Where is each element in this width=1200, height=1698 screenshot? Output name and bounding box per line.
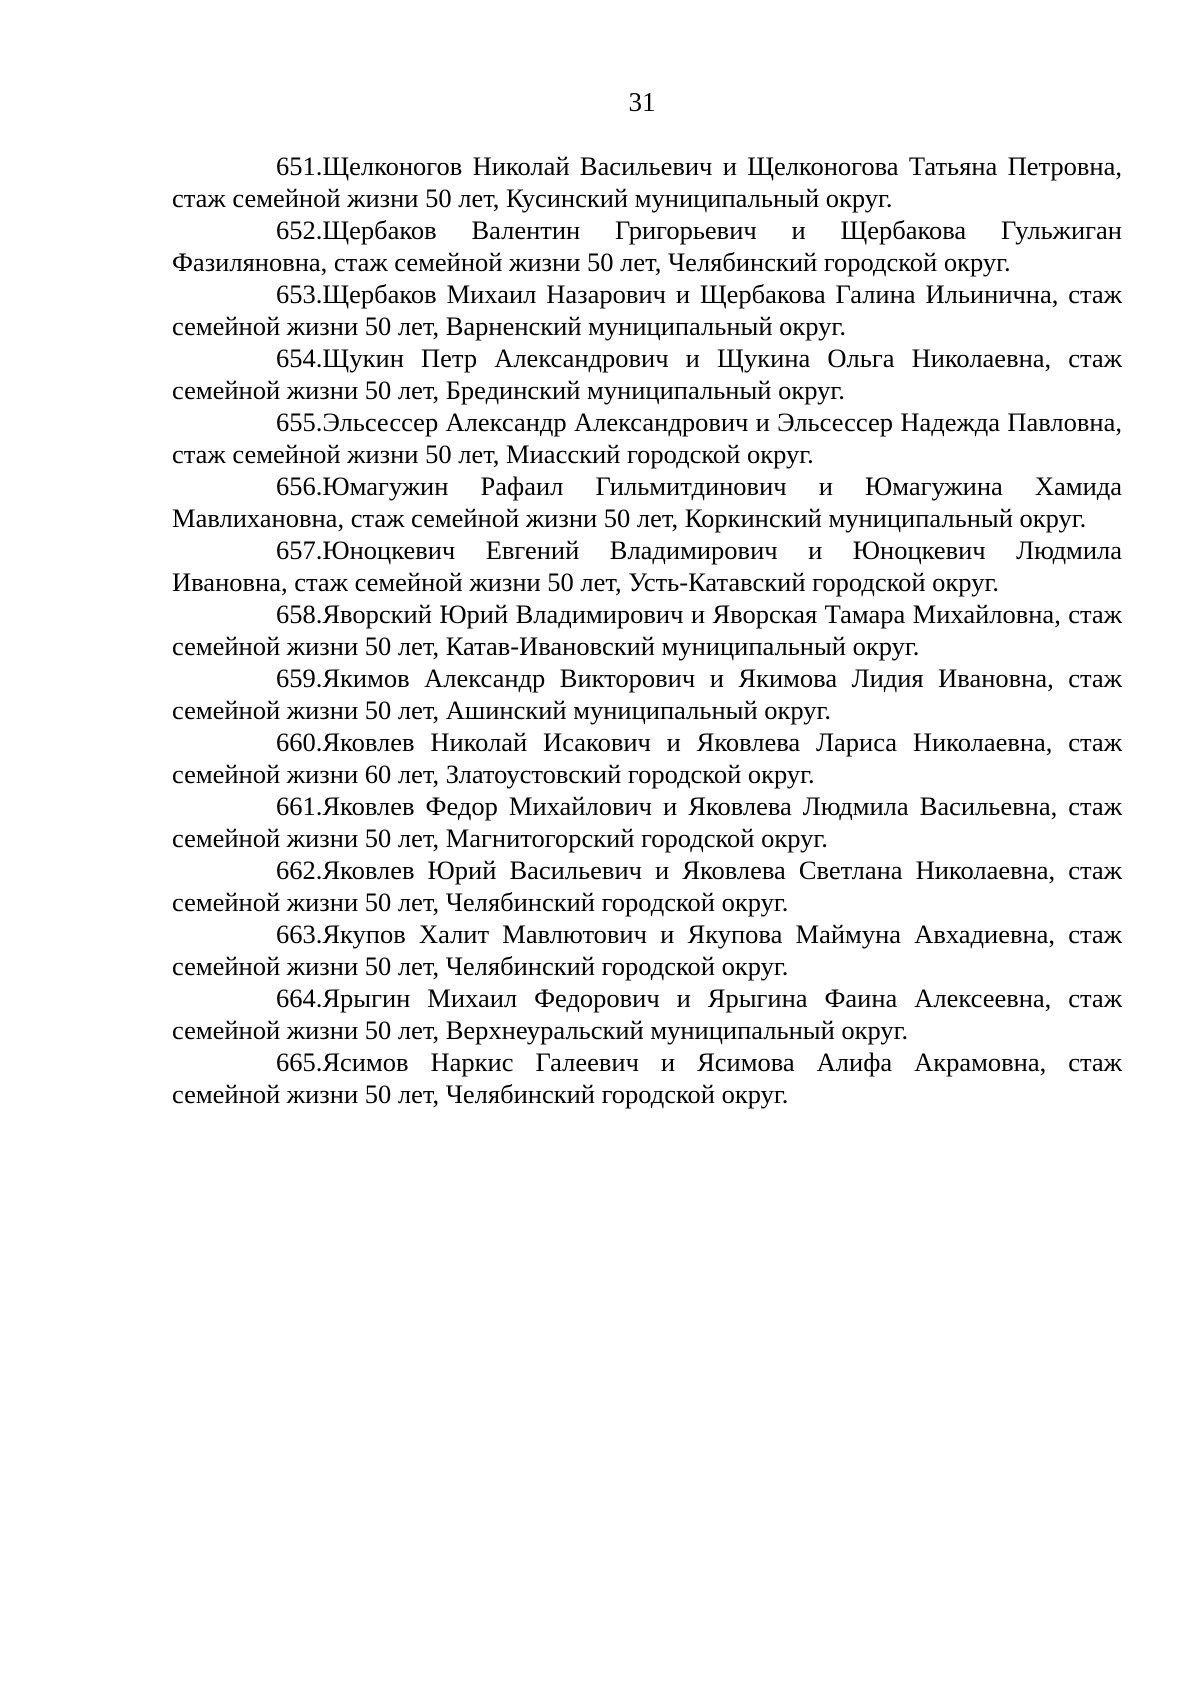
list-item [172,406,1122,470]
entry-number: 662. [276,855,323,885]
entry-number: 658. [276,599,323,629]
list-item [172,726,1122,790]
list-item [172,470,1122,534]
entry-list [172,150,1122,1110]
entry-number: 665. [276,1047,323,1077]
entry-number: 656. [276,471,323,501]
entry-number: 657. [276,535,323,565]
entry-text: Юмагужин Рафаил Гильмитдинович и Юмагужина Хамида Мавлихановна, стаж семейной жизни 50 лет, Коркинский муниципальный округ. [172,471,1122,533]
entry-number: 651. [276,151,323,181]
list-item [172,598,1122,662]
entry-text: Эльсессер Александр Александрович и Эльсессер Надежда Павловна, стаж семейной жизни 50 лет, Миасский городской округ. [172,407,1122,469]
entry-text: Щербаков Михаил Назарович и Щербакова Галина Ильинична, стаж семейной жизни 50 лет, Варненский муниципальный округ. [172,279,1122,341]
entry-number: 659. [276,663,323,693]
list-item [172,918,1122,982]
entry-text: Ясимов Наркис Галеевич и Ясимова Алифа Акрамовна, стаж семейной жизни 50 лет, Челябинский городской округ. [172,1047,1122,1109]
entry-number: 660. [276,727,323,757]
list-item [172,1046,1122,1110]
entry-text: Яковлев Юрий Васильевич и Яковлева Светлана Николаевна, стаж семейной жизни 50 лет, Челябинский городской округ. [172,855,1122,917]
list-item [172,982,1122,1046]
entry-text: Якупов Халит Мавлютович и Якупова Маймуна Авхадиевна, стаж семейной жизни 50 лет, Челябинский городской округ. [172,919,1122,981]
entry-number: 654. [276,343,323,373]
entry-text: Юноцкевич Евгений Владимирович и Юноцкевич Людмила Ивановна, стаж семейной жизни 50 лет, Усть-Катавский городской округ. [172,535,1122,597]
entry-text: Щукин Петр Александрович и Щукина Ольга Николаевна, стаж семейной жизни 50 лет, Брединский муниципальный округ. [172,343,1122,405]
entry-text: Яковлев Николай Исакович и Яковлева Лариса Николаевна, стаж семейной жизни 60 лет, Златоустовский городской округ. [172,727,1122,789]
entry-number: 653. [276,279,323,309]
list-item [172,150,1122,214]
list-item [172,854,1122,918]
entry-number: 655. [276,407,323,437]
entry-number: 664. [276,983,323,1013]
entry-text: Ярыгин Михаил Федорович и Ярыгина Фаина Алексеевна, стаж семейной жизни 50 лет, Верхнеуральский муниципальный округ. [172,983,1122,1045]
entry-text: Яворский Юрий Владимирович и Яворская Тамара Михайловна, стаж семейной жизни 50 лет, Катав-Ивановский муниципальный округ. [172,599,1122,661]
entry-number: 652. [276,215,323,245]
entry-text: Щелконогов Николай Васильевич и Щелконогова Татьяна Петровна, стаж семейной жизни 50 лет, Кусинский муниципальный округ. [172,151,1122,213]
list-item [172,662,1122,726]
list-item [172,790,1122,854]
list-item [172,534,1122,598]
list-item [172,214,1122,278]
entry-text: Якимов Александр Викторович и Якимова Лидия Ивановна, стаж семейной жизни 50 лет, Ашинский муниципальный округ. [172,663,1122,725]
entry-number: 663. [276,919,323,949]
list-item [172,342,1122,406]
entry-number: 661. [276,791,323,821]
list-item [172,278,1122,342]
page-number: 31 [628,87,656,117]
entry-text: Щербаков Валентин Григорьевич и Щербакова Гульжиган Фазиляновна, стаж семейной жизни 50 лет, Челябинский городской округ. [172,215,1122,277]
entry-text: Яковлев Федор Михайлович и Яковлева Людмила Васильевна, стаж семейной жизни 50 лет, Магнитогорский городской округ. [172,791,1122,853]
